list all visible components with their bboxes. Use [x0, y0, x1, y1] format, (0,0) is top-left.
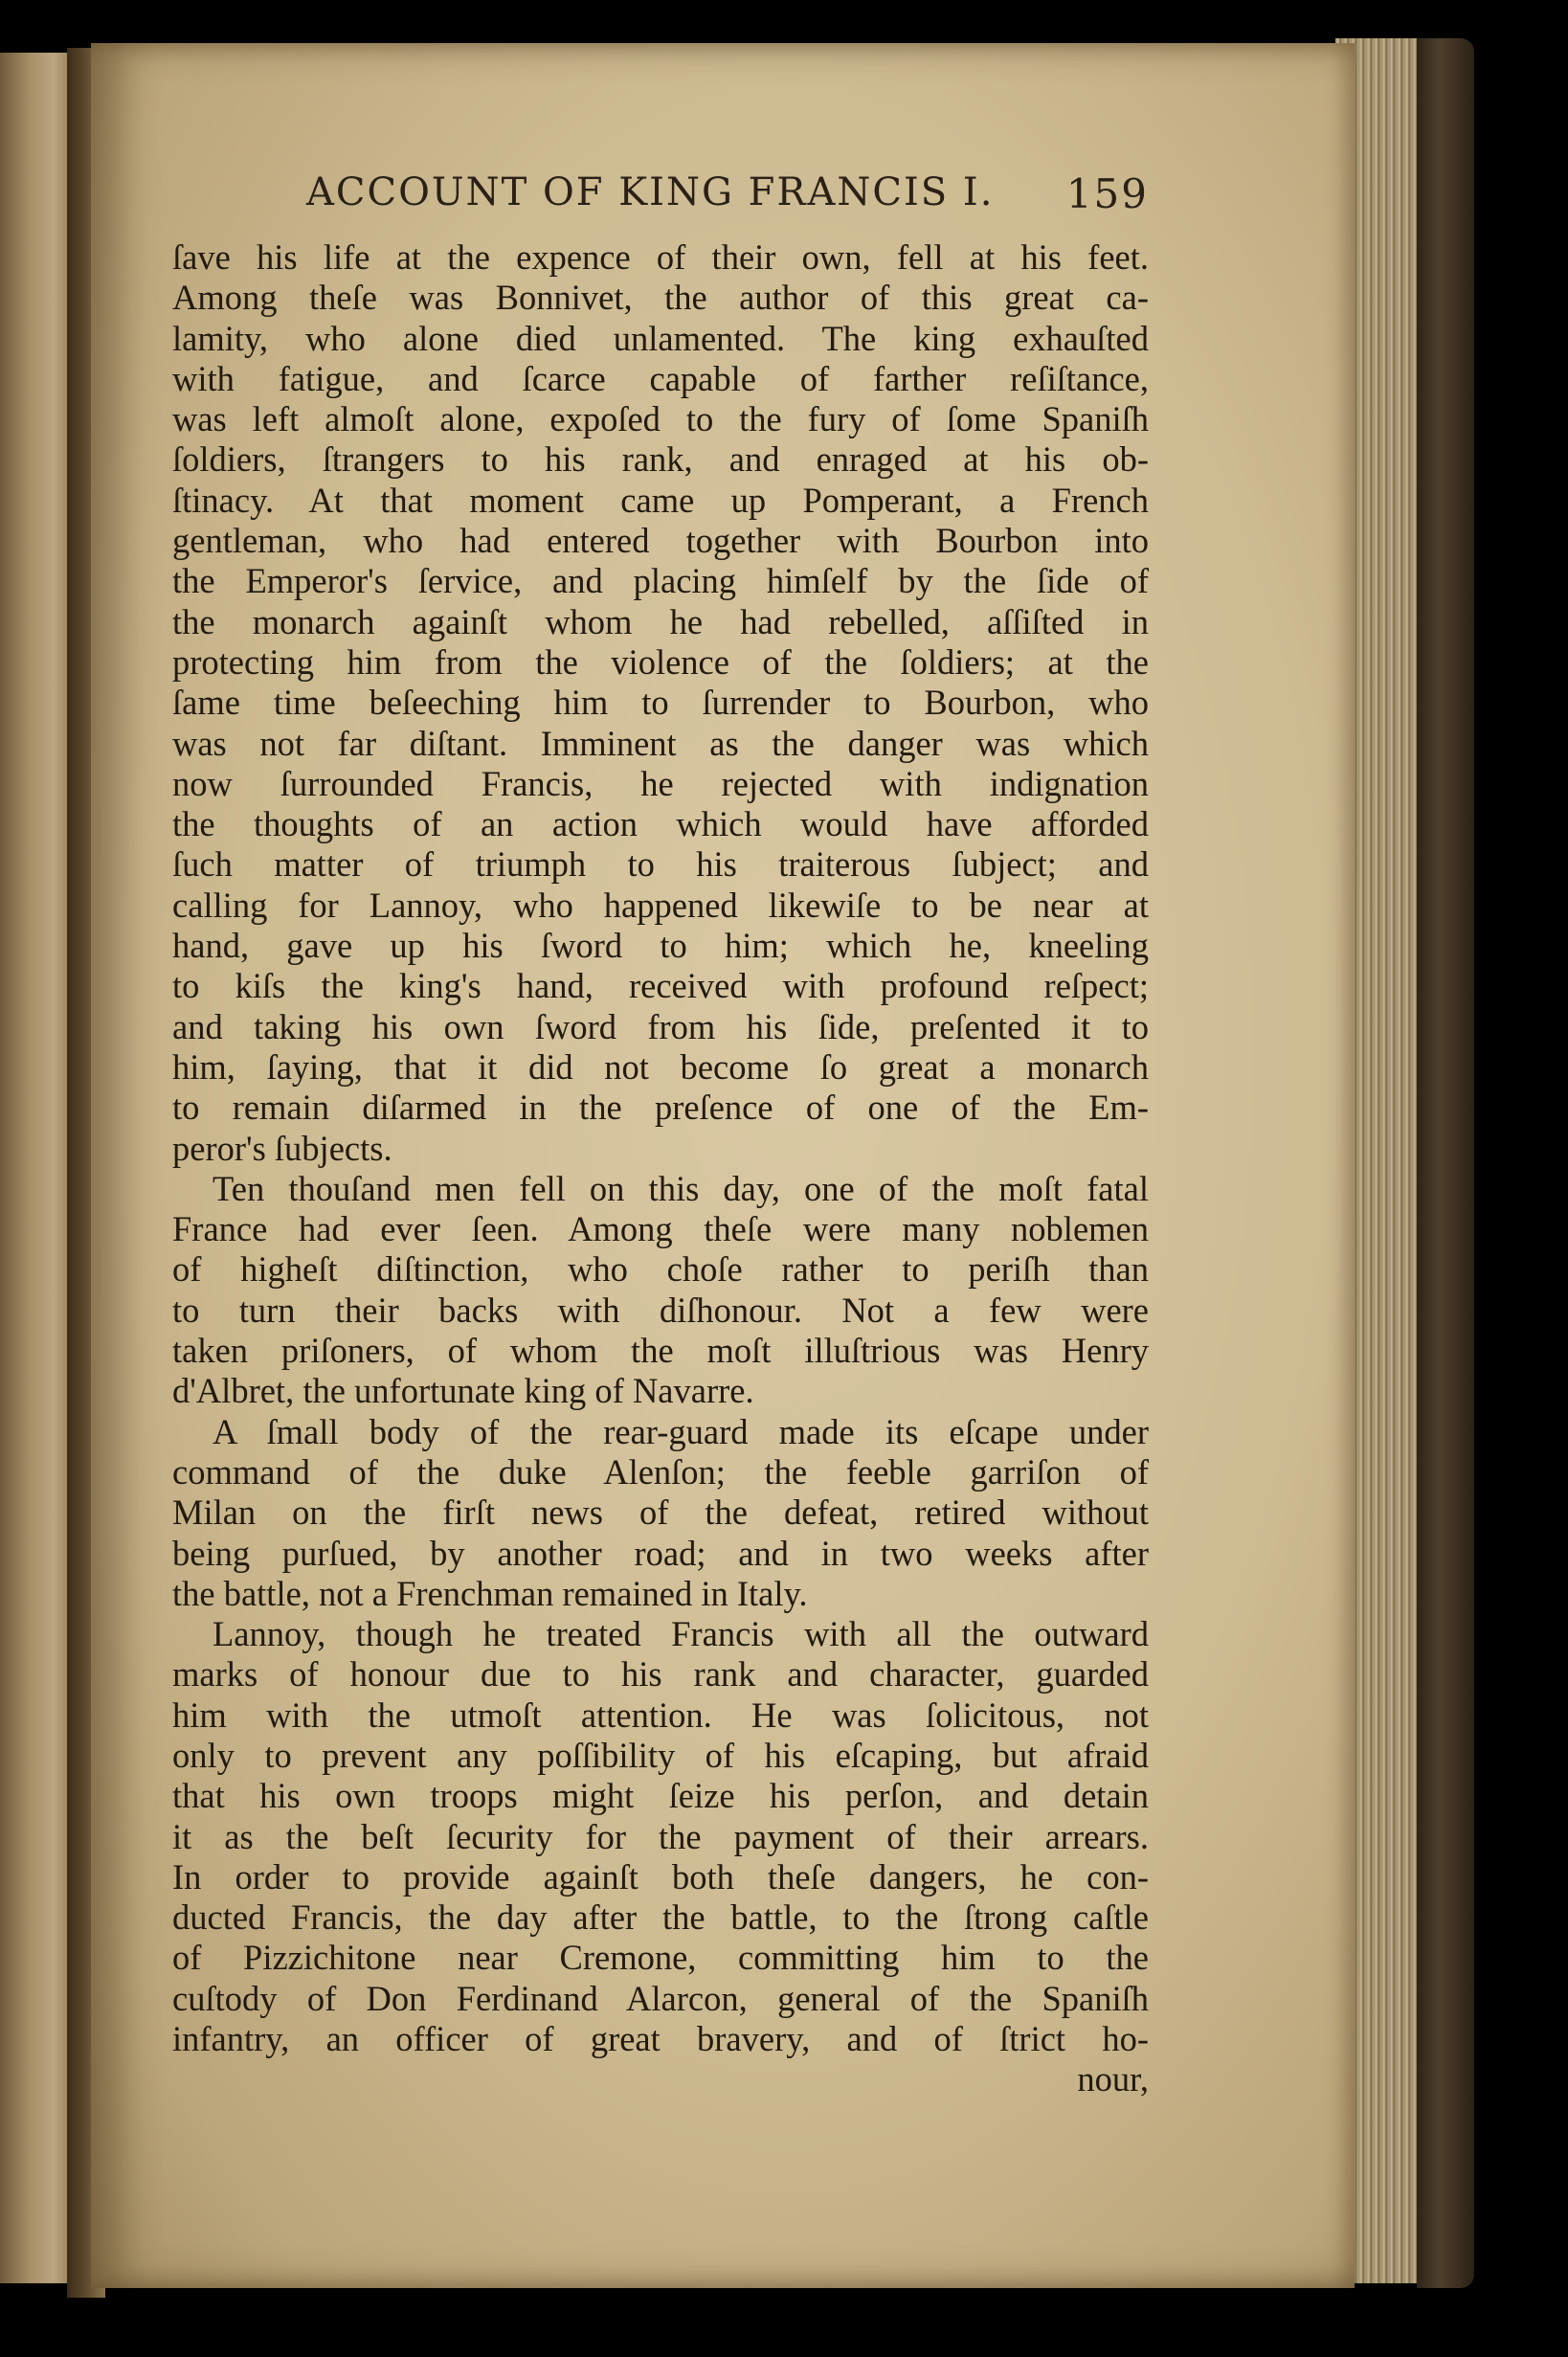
text-line: the Emperor's ſervice, and placing himſelf by the ſide of	[172, 561, 1149, 601]
text-line: cuſtody of Don Ferdinand Alarcon, general of the Spaniſh	[172, 1978, 1149, 2018]
text-line: only to prevent any poſſibility of his eſcaping, but afraid	[172, 1735, 1149, 1775]
text-line: ſtinacy. At that moment came up Pomperant, a French	[172, 480, 1149, 520]
text-line: gentleman, who had entered together with Bourbon into	[172, 521, 1149, 561]
text-line: command of the duke Alenſon; the feeble garriſon of	[172, 1451, 1149, 1492]
text-line: protecting him from the violence of the ſoldiers; at the	[172, 641, 1149, 682]
text-line: peror's ſubjects.	[172, 1128, 392, 1168]
text-line: the thoughts of an action which would have afforded	[172, 804, 1149, 844]
text-line: that his own troops might ſeize his perſon, and detain	[172, 1776, 1149, 1816]
running-title: ACCOUNT OF KING FRANCIS I.	[306, 170, 995, 214]
text-line: ſoldiers, ſtrangers to his rank, and enraged at his ob-	[172, 439, 1149, 480]
text-line: marks of honour due to his rank and character, guarded	[172, 1654, 1149, 1695]
text-line: nour,	[1077, 2059, 1149, 2099]
text-line: A ſmall body of the rear-guard made its eſcape under	[213, 1411, 1149, 1451]
text-line: calling for Lannoy, who happened likewiſe to be near at	[172, 885, 1149, 925]
text-line: was left almoſt alone, expoſed to the fury of ſome Spaniſh	[172, 399, 1149, 439]
text-line: Ten thouſand men fell on this day, one of the moſt fatal	[213, 1168, 1149, 1208]
body-text	[172, 237, 1149, 2100]
text-line: and taking his own ſword from his ſide, preſented it to	[172, 1006, 1149, 1046]
text-line: ducted Francis, the day after the battle, to the ſtrong caſtle	[172, 1897, 1149, 1938]
text-line: now ſurrounded Francis, he rejected with indignation	[172, 763, 1149, 803]
text-line: was not far diſtant. Imminent as the danger was which	[172, 723, 1149, 763]
text-line: lamity, who alone died unlamented. The king exhauſted	[172, 318, 1149, 358]
text-line: the battle, not a Frenchman remained in Italy.	[172, 1573, 808, 1613]
text-line: France had ever ſeen. Among theſe were many noblemen	[172, 1209, 1149, 1249]
text-line: Lannoy, though he treated Francis with all the outward	[213, 1614, 1149, 1654]
text-line: ſame time beſeeching him to ſurrender to Bourbon, who	[172, 683, 1149, 723]
text-line: In order to provide againſt both theſe dangers, he con-	[172, 1856, 1149, 1897]
text-line: ſuch matter of triumph to his traiterous ſubject; and	[172, 844, 1149, 885]
text-line: of higheſt diſtinction, who choſe rather to periſh than	[172, 1249, 1149, 1290]
text-line: Milan on the firſt news of the defeat, retired without	[172, 1493, 1149, 1533]
text-line: with fatigue, and ſcarce capable of farther reſiſtance,	[172, 358, 1149, 398]
text-line: d'Albret, the unfortunate king of Navarre.	[172, 1371, 754, 1411]
text-line: hand, gave up his ſword to him; which he, kneeling	[172, 926, 1149, 966]
text-line: the monarch againſt whom he had rebelled, aſſiſted in	[172, 601, 1149, 641]
text-line: ſave his life at the expence of their own, fell at his feet.	[172, 237, 1149, 277]
text-line: to kiſs the king's hand, received with profound reſpect;	[172, 966, 1149, 1006]
page-number: 159	[1065, 170, 1149, 217]
text-line: him with the utmoſt attention. He was ſolicitous, not	[172, 1695, 1149, 1735]
text-line: it as the beſt ſecurity for the payment of their arrears.	[172, 1816, 1149, 1856]
left-page-edge	[0, 53, 77, 2283]
text-line: to turn their backs with diſhonour. Not a few were	[172, 1290, 1149, 1330]
text-line: Among theſe was Bonnivet, the author of this great ca-	[172, 278, 1149, 318]
text-line: infantry, an officer of great bravery, and of ſtrict ho-	[172, 2019, 1149, 2059]
book-cover-edge	[1417, 38, 1474, 2288]
running-head	[306, 170, 1206, 228]
text-line: taken priſoners, of whom the moſt illuſtrious was Henry	[172, 1331, 1149, 1371]
text-line: of Pizzichitone near Cremone, committing him to the	[172, 1938, 1149, 1978]
text-line: being purſued, by another road; and in two weeks after	[172, 1533, 1149, 1573]
text-line: to remain diſarmed in the preſence of one of the Em-	[172, 1088, 1149, 1128]
text-line: him, ſaying, that it did not become ſo great a monarch	[172, 1046, 1149, 1087]
